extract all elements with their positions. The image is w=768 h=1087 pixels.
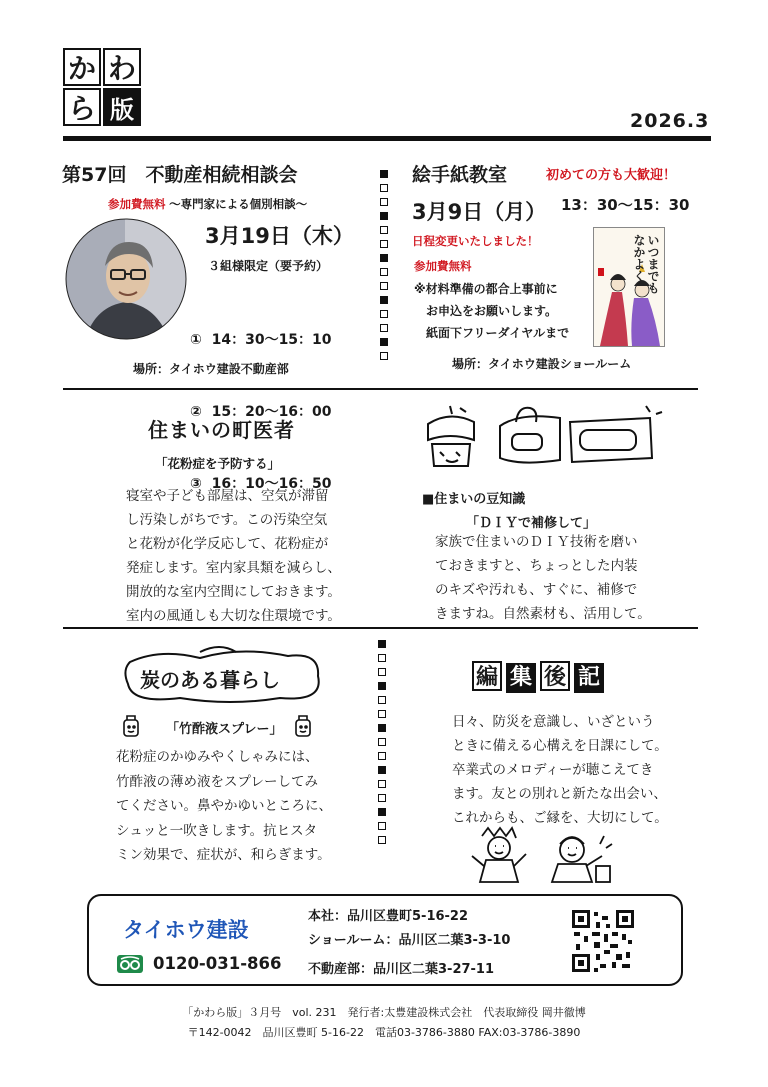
logo-char: わ (103, 48, 141, 86)
doctor-subtitle: 「花粉症を予防する」 (155, 456, 281, 471)
charcoal-body (116, 745, 332, 868)
etegami-note (414, 278, 569, 344)
text-line: シュッと一吹きします。抗ヒスタ (116, 822, 318, 839)
phone-number[interactable]: 0120-031-866 (153, 954, 282, 973)
colophon-line2: 〒142-0042 品川区豊町 5-16-22 電話03-3786-3880 FAX:03-3786-3890 (187, 1026, 581, 1039)
bamboo-spray-icon (290, 712, 316, 738)
editorial-char: 集 (506, 663, 536, 693)
etegami-artwork (593, 227, 665, 347)
section-rule (63, 388, 698, 390)
text-line: 開放的な室内空間にしておきます。 (126, 584, 341, 600)
phone-row (117, 954, 282, 973)
company-info-box (87, 894, 683, 986)
consultation-subtitle: ～専門家による個別相談～ (169, 197, 308, 211)
charcoal-subtitle: 「竹酢液スプレー」 (166, 722, 283, 737)
section-rule (63, 627, 698, 629)
text-line: し汚染しがちです。この汚染空気 (126, 512, 328, 528)
text-line: 日々、防災を意識し、いざという (452, 714, 655, 730)
colophon-line1: 「かわら版」３月号 vol. 231 発行者:太豊建設株式会社 代表取締役 岡井徹博 (182, 1006, 586, 1019)
tips-subtitle: 「ＤＩＹで補修して」 (466, 516, 597, 531)
consultation-title: 第57回 不動産相続相談会 (62, 164, 298, 186)
time-slot: ① 14：30〜15：10 (190, 332, 332, 348)
bamboo-spray-icon (118, 712, 144, 738)
text-line: ます。友との別れと新たな出会い、 (452, 786, 667, 802)
etegami-fee: 参加費無料 (414, 259, 472, 273)
text-line: と花粉が化学反応して、花粉症が (126, 536, 329, 552)
diy-illustration (420, 400, 670, 472)
artwork-text: いつまでもなかよく (632, 234, 660, 294)
top-rule (63, 136, 711, 141)
text-line: ミン効果で、症状が、和らぎます。 (116, 847, 331, 863)
editorial-title (472, 661, 608, 693)
column-divider (378, 640, 388, 850)
etegami-notice: 日程変更いたしました！ (412, 234, 539, 248)
text-line: のキズや汚れも、すぐに、補修で (435, 582, 638, 598)
text-line: きますね。自然素材も、活用して。 (435, 606, 651, 622)
etegami-title: 絵手紙教室 (412, 164, 508, 186)
text-line: 家族で住まいのＤＩＹ技術を磨い (435, 534, 638, 550)
text-line: 卒業式のメロディーが聴こえてき (452, 762, 654, 778)
note-line: 紙面下フリーダイヤルまで (426, 326, 570, 340)
tips-heading: ■住まいの豆知識 (422, 492, 526, 507)
text-line: 寝室や子ども部屋は、空気が滞留 (126, 488, 329, 504)
advisor-portrait (65, 218, 187, 340)
etegami-venue: 場所：タイホウ建設ショールーム (452, 357, 632, 371)
doctor-body (126, 484, 341, 628)
consultation-date: 3月19日（木） (205, 224, 354, 248)
text-line: てください。鼻やかゆいところに、 (116, 798, 332, 814)
freedial-icon (117, 955, 143, 973)
text-line: ておきますと、ちょっとした内装 (435, 558, 638, 574)
issue-date: 2026.3 (630, 110, 710, 132)
consultation-capacity: ３組様限定（要予約） (208, 259, 329, 273)
editorial-char: 記 (574, 663, 604, 693)
etegami-date: 3月9日（月） (412, 200, 547, 224)
company-name: タイホウ建設 (123, 918, 249, 942)
showroom-address: ショールーム：品川区二葉3-3-10 (308, 933, 511, 948)
time-slot: ③ 16：10〜16：50 (190, 476, 332, 492)
text-line: 竹酢液の薄め液をスプレーしてみ (116, 773, 318, 790)
logo-char: か (63, 48, 101, 86)
text-line: これからも、ご縁を、大切にして。 (452, 810, 668, 826)
editorial-body (452, 710, 668, 830)
realestate-address: 不動産部：品川区二葉3-27-11 (308, 962, 495, 977)
text-line: 室内の風通しも大切な住環境です。 (126, 608, 341, 624)
logo-char: ら (63, 88, 101, 126)
text-line: 発症します。室内家具類を減らし、 (126, 560, 341, 576)
logo-char: 版 (103, 88, 141, 126)
qr-code[interactable] (572, 910, 634, 972)
doctor-title: 住まいの町医者 (148, 418, 295, 442)
note-line: ※材料準備の都合上事前に (414, 282, 558, 296)
etegami-time: 13：30〜15：30 (561, 196, 690, 214)
graduation-illustration (462, 826, 622, 884)
time-slot: ② 15：20〜16：00 (190, 404, 332, 420)
etegami-welcome: 初めての方も大歓迎！ (546, 168, 677, 183)
consultation-subtitle-row (108, 196, 307, 212)
text-line: 花粉症のかゆみやくしゃみには、 (116, 749, 319, 765)
note-line: お申込をお願いします。 (426, 304, 558, 318)
consultation-fee: 参加費無料 (108, 197, 166, 211)
charcoal-title: 炭のある暮らし (140, 668, 280, 692)
editorial-char: 編 (472, 661, 502, 691)
column-divider (380, 170, 390, 366)
text-line: ときに備える心構えを日課にして。 (452, 738, 668, 754)
head-office-address: 本社：品川区豊町5-16-22 (308, 909, 469, 924)
consultation-venue: 場所：タイホウ建設不動産部 (133, 362, 289, 376)
tips-body (435, 530, 651, 626)
editorial-char: 後 (540, 661, 570, 691)
